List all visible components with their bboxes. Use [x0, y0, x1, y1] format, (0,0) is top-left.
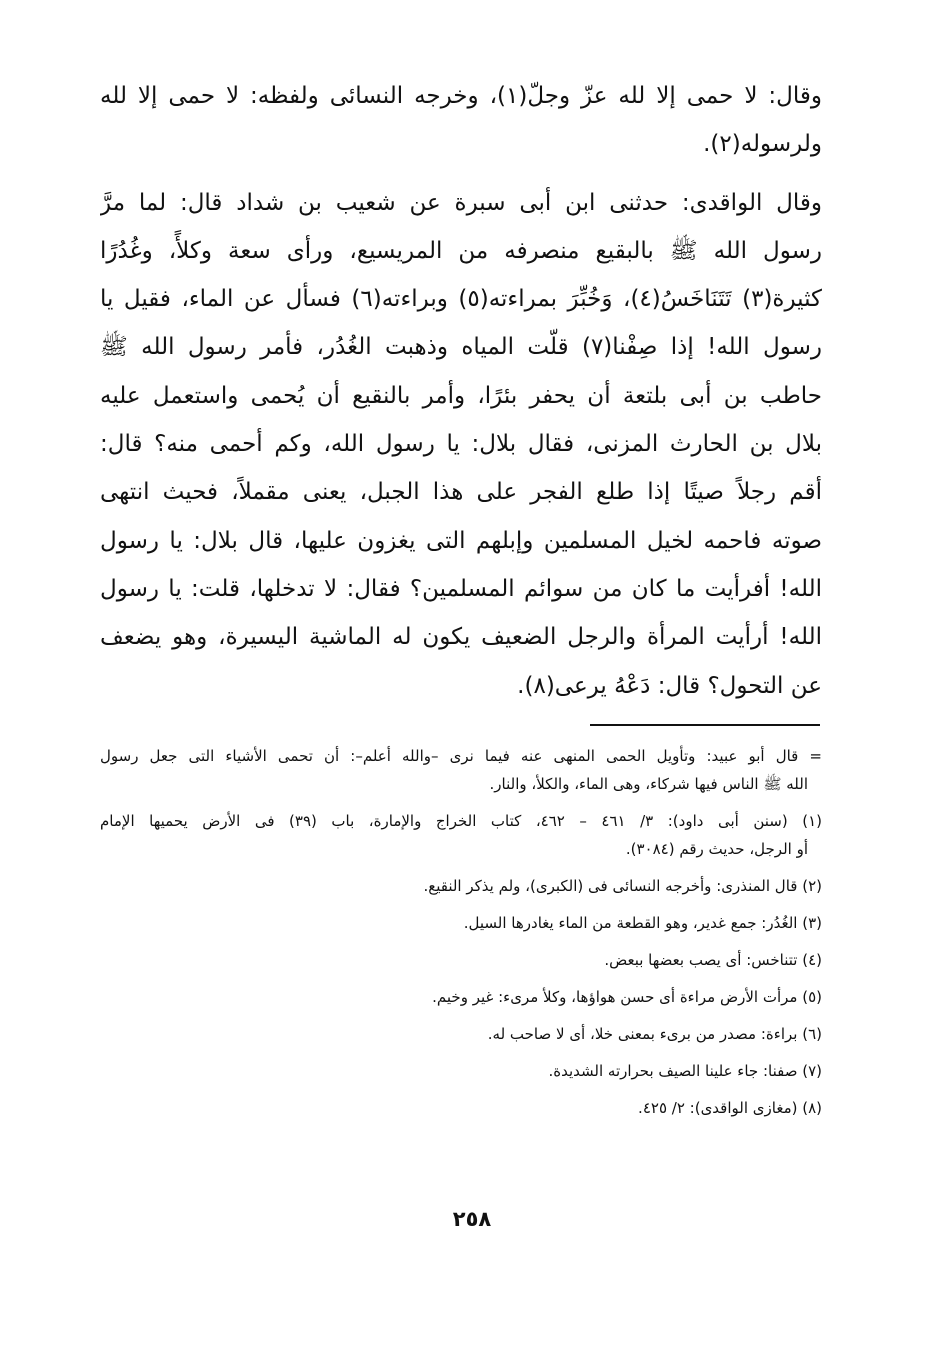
text-line: بلال بن الحارث المزنى، فقال بلال: يا رسول الله، وكم أحمى منه؟ قال: — [100, 431, 822, 458]
footnote-6: (٦) براءة: مصدر من برىء بمعنى خلا، أى لا صاحب له. — [487, 1025, 822, 1043]
footnote-separator — [590, 724, 820, 726]
text-line: ولرسوله(٢). — [703, 131, 822, 158]
footnote-5: (٥) مرأت الأرض مراءة أى حسن هواؤها، وكلأ مرىء: غير وخيم. — [432, 988, 822, 1006]
footnote-line: = قال أبو عبيد: وتأويل الحمى المنهى عنه فيما نرى –والله أعلم–: أن تحمى الأشياء التى جعل رسول — [100, 747, 822, 765]
footnotes — [100, 742, 822, 1122]
footnote-4: (٤) تتناخس: أى يصب بعضها ببعض. — [604, 951, 822, 969]
text-line: وقال: لا حمى إلا لله عزّ وجلّ(١)، وخرجه النسائى ولفظه: لا حمى إلا لله — [100, 83, 822, 109]
text-line: أقم رجلاً صيتًا إذا طلع الفجر على هذا الجبل، يعنى مقملاً، فحيث انتهى — [100, 479, 822, 506]
text-line: رسول الله ﷺ بالبقيع منصرفه من المريسيع، ورأى سعة وكلأً، وغُدُرًا — [100, 237, 822, 264]
text-line: عن التحول؟ قال: دَعْهُ يرعى(٨). — [517, 672, 822, 699]
footnote-line: أو الرجل، حديث رقم (٣٠٨٤). — [625, 840, 808, 858]
footnote-8: (٨) (مغازى الواقدى): ٢/ ٤٢٥. — [638, 1099, 822, 1117]
footnote-1: (١) (سنن أبى داود): ٣/ ٤٦١ – ٤٦٢، كتاب الخراج والإمارة، باب (٣٩) فى الأرض يحميها الإمام — [100, 812, 822, 830]
text-line: الله! أفرأيت ما كان من سوائم المسلمين؟ فقال: لا تدخلها، قلت: يا رسول — [100, 575, 822, 602]
footnote-3: (٣) الغُدُر: جمع غدير، وهو القطعة من الماء يغادرها السيل. — [463, 914, 822, 932]
main-text — [100, 72, 822, 710]
text-line: صوته فاحمه لخيل المسلمين وإبلهم التى يغزون عليها، قال بلال: يا رسول — [100, 527, 822, 554]
text-line: كثيرة(٣) تَتَنَاخَسُ(٤)، وَخُبِّرَ بمراءته(٥) وبراءته(٦) فسأل عن الماء، فقيل يا — [100, 286, 822, 313]
page-number: ٢٥٨ — [452, 1207, 492, 1231]
text-line: الله! أرأيت المرأة والرجل الضعيف يكون له الماشية اليسيرة، وهو يضعف — [100, 624, 822, 651]
text-line: رسول الله! إذا صِفْنا(٧) قلّت المياه وذهبت الغُدُر، فأمر رسول الله ﷺ — [100, 334, 822, 361]
footnote-7: (٧) صفنا: جاء علينا الصيف بحرارته الشديدة. — [548, 1062, 822, 1080]
paragraph-gap — [100, 169, 822, 179]
footnote-line: الله ﷺ الناس فيها شركاء، وهى الماء، والكلأ، والنار. — [489, 775, 808, 793]
text-line: حاطب بن أبى بلتعة أن يحفر بئرًا، وأمر بالنقيع أن يُحمى واستعمل عليه — [100, 382, 822, 409]
text-line: وقال الواقدى: حدثنى ابن أبى سبرة عن شعيب بن شداد قال: لما مرَّ — [100, 189, 822, 216]
footnote-2: (٢) قال المنذرى: وأخرجه النسائى فى (الكبرى)، ولم يذكر النقيع. — [423, 877, 822, 895]
